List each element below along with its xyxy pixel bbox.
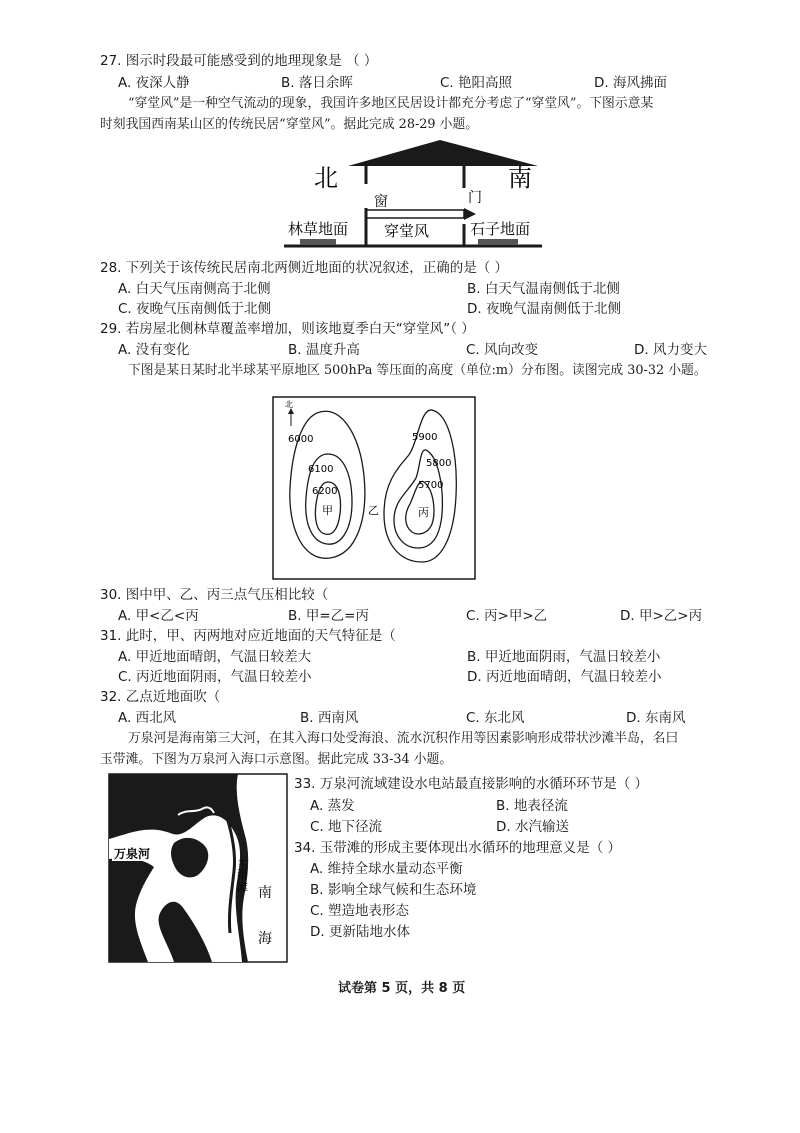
intro-28-29-line2: 时刻我国西南某山区的传统民居“穿堂风”。据此完成 28-29 小题。 <box>100 117 479 132</box>
door-label: 门 <box>468 190 482 206</box>
q27-option-a: A. 夜深人静 <box>118 75 190 91</box>
north-label: 北 <box>314 164 338 192</box>
q34-option-b: B. 影响全球气候和生态环境 <box>310 882 477 898</box>
q32-option-a: A. 西北风 <box>118 710 177 726</box>
contour-map <box>272 396 476 580</box>
label-5800: 5800 <box>426 458 452 469</box>
label-6200: 6200 <box>312 486 338 497</box>
q31-option-b: B. 甲近地面阴雨，气温日较差小 <box>467 649 661 665</box>
q30-stem: 30. 图中甲、乙、丙三点气压相比较（ <box>100 587 329 603</box>
q33-option-d: D. 水汽输送 <box>496 819 569 835</box>
intro-28-29-line1: “穿堂风”是一种空气流动的现象，我国许多地区民居设计都充分考虑了“穿堂风”。下图示意某 <box>128 96 654 111</box>
q31-option-d: D. 丙近地面晴朗，气温日较差小 <box>467 669 662 685</box>
q31-option-a: A. 甲近地面晴朗，气温日较差大 <box>118 649 312 665</box>
left-ground-label: 林草地面 <box>288 220 349 238</box>
q33-option-c: C. 地下径流 <box>310 819 383 835</box>
south-label: 南 <box>508 164 532 192</box>
q30-option-b: B. 甲=乙=丙 <box>288 608 369 624</box>
q29-option-c: C. 风向改变 <box>466 342 539 358</box>
q28-option-d: D. 夜晚气温南侧低于北侧 <box>467 301 621 317</box>
q33-option-b: B. 地表径流 <box>496 798 568 814</box>
q29-option-d: D. 风力变大 <box>634 342 707 358</box>
map-frame <box>273 397 475 579</box>
q33-stem: 33. 万泉河流域建设水电站最直接影响的水循环环节是（ ） <box>294 776 649 792</box>
q32-option-d: D. 东南风 <box>626 710 686 726</box>
q29-option-a: A. 没有变化 <box>118 342 190 358</box>
left-ground-block <box>300 239 336 245</box>
q34-option-a: A. 维持全球水量动态平衡 <box>310 861 463 877</box>
intro-30-32: 下图是某日某时北半球某平原地区 500hPa 等压面的高度（单位:m）分布图。读图完成 30-32 小题。 <box>128 363 707 378</box>
intro-33-34-line2: 玉带滩。下图为万泉河入海口示意图。据此完成 33-34 小题。 <box>100 752 453 767</box>
window-label: 窗 <box>374 194 388 210</box>
sea-label-2: 海 <box>258 931 272 947</box>
q29-option-b: B. 温度升高 <box>288 342 360 358</box>
house-figure <box>280 136 550 254</box>
label-5900: 5900 <box>412 432 438 443</box>
q27-option-c: C. 艳阳高照 <box>440 75 513 91</box>
q29-stem: 29. 若房屋北侧林草覆盖率增加，则该地夏季白天“穿堂风”（ ） <box>100 321 475 337</box>
q27-stem: 27. 图示时段最可能感受到的地理现象是 （ ） <box>100 53 378 69</box>
q33-option-a: A. 蒸发 <box>310 798 355 814</box>
q34-option-d: D. 更新陆地水体 <box>310 924 410 940</box>
q30-option-a: A. 甲<乙<丙 <box>118 608 199 624</box>
river-map <box>108 773 288 963</box>
sea-label-1: 南 <box>258 885 272 901</box>
q27-option-b: B. 落日余晖 <box>281 75 353 91</box>
q32-option-c: C. 东北风 <box>466 710 525 726</box>
point-jia: 甲 <box>322 504 333 517</box>
right-ground-label: 石子地面 <box>470 220 531 238</box>
wind-label: 穿堂风 <box>384 222 430 240</box>
q30-option-d: D. 甲>乙>丙 <box>620 608 703 624</box>
q32-stem: 32. 乙点近地面吹（ <box>100 689 221 705</box>
point-yi: 乙 <box>368 504 379 517</box>
beach-label: 玉带滩 <box>235 859 249 892</box>
page-footer: 试卷第 5 页，共 8 页 <box>338 981 466 996</box>
label-6100: 6100 <box>308 464 334 475</box>
q27-option-d: D. 海风拂面 <box>594 75 667 91</box>
q28-option-b: B. 白天气温南侧低于北侧 <box>467 281 620 297</box>
wind-arrow-head <box>464 208 476 220</box>
q28-option-c: C. 夜晚气压南侧低于北侧 <box>118 301 272 317</box>
q28-stem: 28. 下列关于该传统民居南北两侧近地面的状况叙述，正确的是（ ） <box>100 260 509 276</box>
q34-stem: 34. 玉带滩的形成主要体现出水循环的地理意义是（ ） <box>294 840 622 856</box>
q31-option-c: C. 丙近地面阴雨，气温日较差小 <box>118 669 312 685</box>
q32-option-b: B. 西南风 <box>300 710 359 726</box>
north-arrow-label: 北 <box>285 400 293 409</box>
q34-option-c: C. 塑造地表形态 <box>310 903 410 919</box>
q31-stem: 31. 此时，甲、丙两地对应近地面的天气特征是（ <box>100 628 396 644</box>
right-ground-block <box>478 239 518 245</box>
label-5700: 5700 <box>418 480 444 491</box>
wind-arrow-body <box>366 210 464 218</box>
roof-shape <box>348 140 538 166</box>
point-bing: 丙 <box>418 506 429 519</box>
q30-option-c: C. 丙>甲>乙 <box>466 608 548 624</box>
intro-33-34-line1: 万泉河是海南第三大河，在其入海口处受海浪、流水沉积作用等因素影响形成带状沙滩半岛，名曰 <box>128 731 679 746</box>
q28-option-a: A. 白天气压南侧高于北侧 <box>118 281 271 297</box>
river-label: 万泉河 <box>114 847 151 861</box>
label-6000: 6000 <box>288 434 314 445</box>
